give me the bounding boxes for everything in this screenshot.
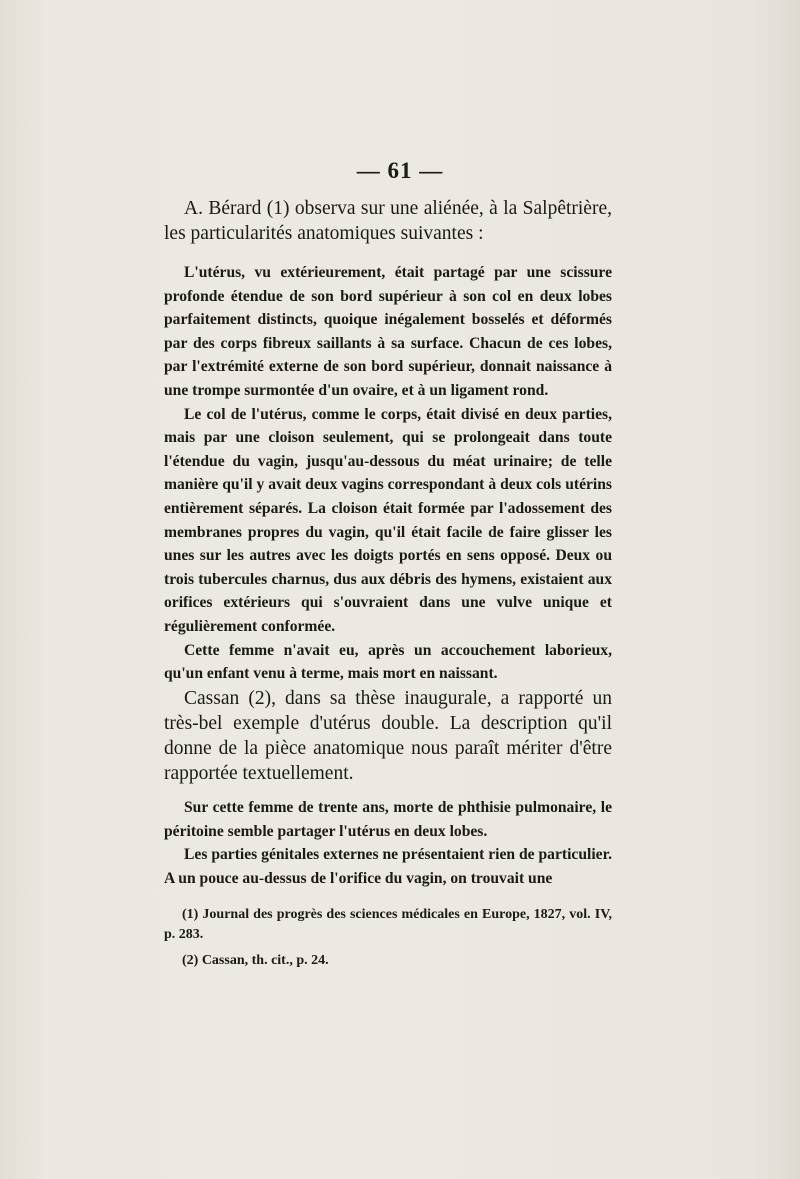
- paragraph: Sur cette femme de trente ans, morte de phthisie pulmonaire, le péritoine semble partager l'utérus en deux lobes.: [164, 799, 612, 840]
- footnote: (1) Journal des progrès des sciences médicales en Europe, 1827, vol. IV, p. 283.: [164, 907, 612, 942]
- footnotes: [164, 905, 612, 971]
- paragraph: Cette femme n'avait eu, après un accouchement laborieux, qu'un enfant venu à terme, mais mort en naissant.: [164, 641, 612, 683]
- paragraph: Cassan (2), dans sa thèse inaugurale, a rapporté un très-bel exemple d'utérus double. La description qu'il donne de la pièce anatomique nous paraît mériter d'être rapportée textuellement.: [164, 688, 612, 784]
- section-4: [164, 796, 612, 890]
- paragraph: A. Bérard (1) observa sur une aliénée, à la Salpêtrière, les particularités anatomiques suivantes :: [164, 198, 612, 244]
- page-number: — 61 —: [356, 158, 444, 183]
- paragraph: Les parties génitales externes ne présentaient rien de particulier. A un pouce au-dessus de l'orifice du vagin, on trouvait une: [164, 846, 612, 887]
- section-2: [164, 261, 612, 686]
- section-1: [164, 196, 612, 246]
- section-3: [164, 686, 612, 786]
- footnote: (2) Cassan, th. cit., p. 24.: [182, 953, 329, 968]
- paragraph: Le col de l'utérus, comme le corps, était divisé en deux parties, mais par une cloison seulement, qui se prolongeait dans toute l'étendue du vagin, jusqu'au-dessous du méat urinaire; de telle manière qu'il y avait deux vagins correspondant à deux cols utérins entièrement séparés. La cloison était formée par l'adossement des membranes propres du vagin, qu'il était facile de faire glisser les unes sur les autres avec les doigts portés en sens opposé. Deux ou trois tubercules charnus, dus aux débris des hymens, existaient aux orifices extérieurs qui s'ouvraient dans une vulve unique et régulièrement conformée.: [164, 405, 612, 635]
- paragraph: L'utérus, vu extérieurement, était partagé par une scissure profonde étendue de son bord supérieur à son col en deux lobes parfaitement distincts, quoique inégalement bosselés et déformés par des corps fibreux saillants à sa surface. Chacun de ces lobes, par l'extrémité externe de son bord supérieur, donnait naissance à une trompe surmontée d'un ovaire, et à un ligament rond.: [164, 264, 612, 399]
